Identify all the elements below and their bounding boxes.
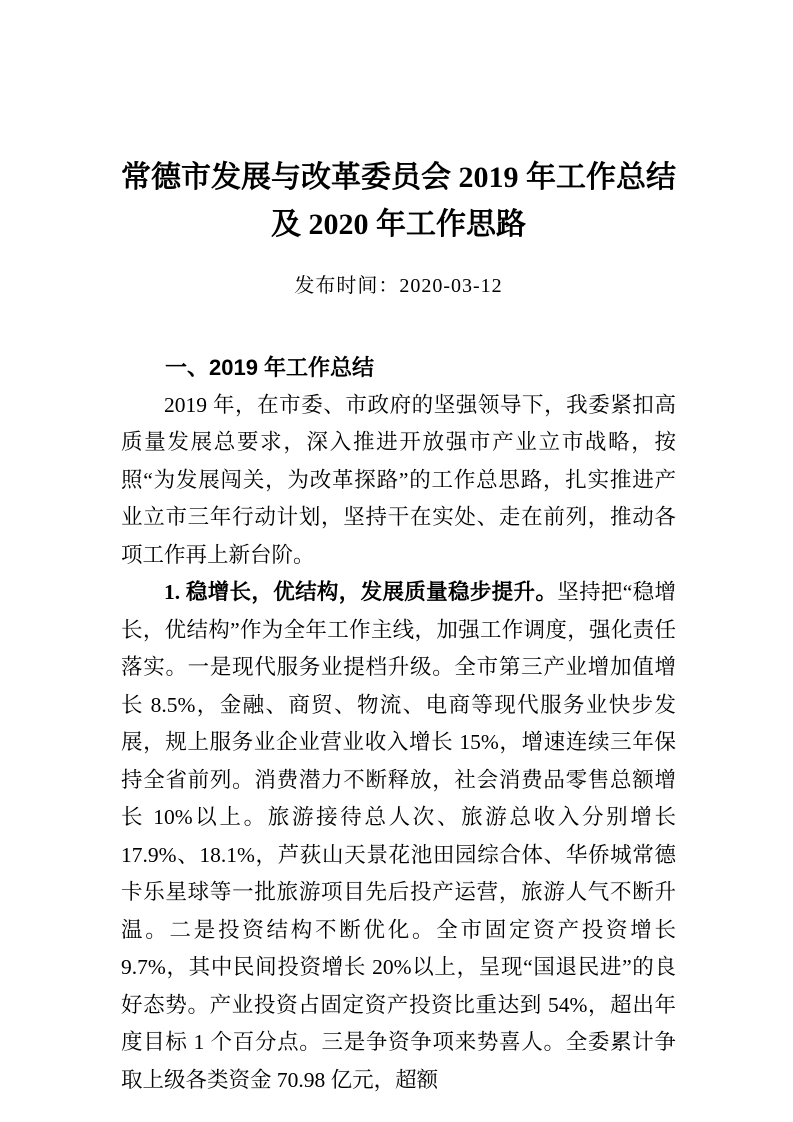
paragraph-intro-text: 2019 年，在市委、市政府的坚强领导下，我委紧扣高质量发展总要求，深入推进开放强市产业立市战略，按照“为发展闯关，为改革探路”的工作总思路，扎实推进产业立市三年行动计划，坚持干在实处、走在前列，推动各项工作再上新台阶。 bbox=[121, 392, 676, 567]
page-title-line-1: 常德市发展与改革委员会 2019 年工作总结 bbox=[121, 161, 676, 195]
page-title bbox=[121, 154, 676, 248]
paragraph-point-1-text: 坚持把“稳增长，优结构”作为全年工作主线，加强工作调度，强化责任落实。一是现代服务业提档升级。全市第三产业增加值增长 8.5%，金融、商贸、物流、电商等现代服务业快步发展，规上服务业企业营业收入增长 15%，增速连续三年保持全省前列。消费潜力不断释放，社会消费品零售总额增长 10%以上。旅游接待总人次、旅游总收入分别增长 17.9%、18.1%，芦荻山天景花池田园综合体、华侨城常德卡乐星球等一批旅游项目先后投产运营，旅游人气不断升温。二是投资结构不断优化。全市固定资产投资增长 9.7%，其中民间投资增长 20%以上，呈现“国退民进”的良好态势。产业投资占固定资产投资比重达到 54%，超出年度目标 1 个百分点。三是争资争项来势喜人。全委累计争取上级各类资金 70.98 亿元，超额 bbox=[121, 580, 676, 1092]
page-title-line-2: 及 2020 年工作思路 bbox=[271, 208, 526, 242]
paragraph-point-1-bold-lead: 1. 稳增长，优结构，发展质量稳步提升。 bbox=[164, 580, 558, 605]
paragraph-intro bbox=[121, 387, 676, 575]
section-heading-2019-summary: 一、2019 年工作总结 bbox=[165, 355, 375, 381]
publish-date: 发布时间：2020-03-12 bbox=[294, 275, 503, 298]
paragraph-point-1 bbox=[121, 574, 676, 1099]
